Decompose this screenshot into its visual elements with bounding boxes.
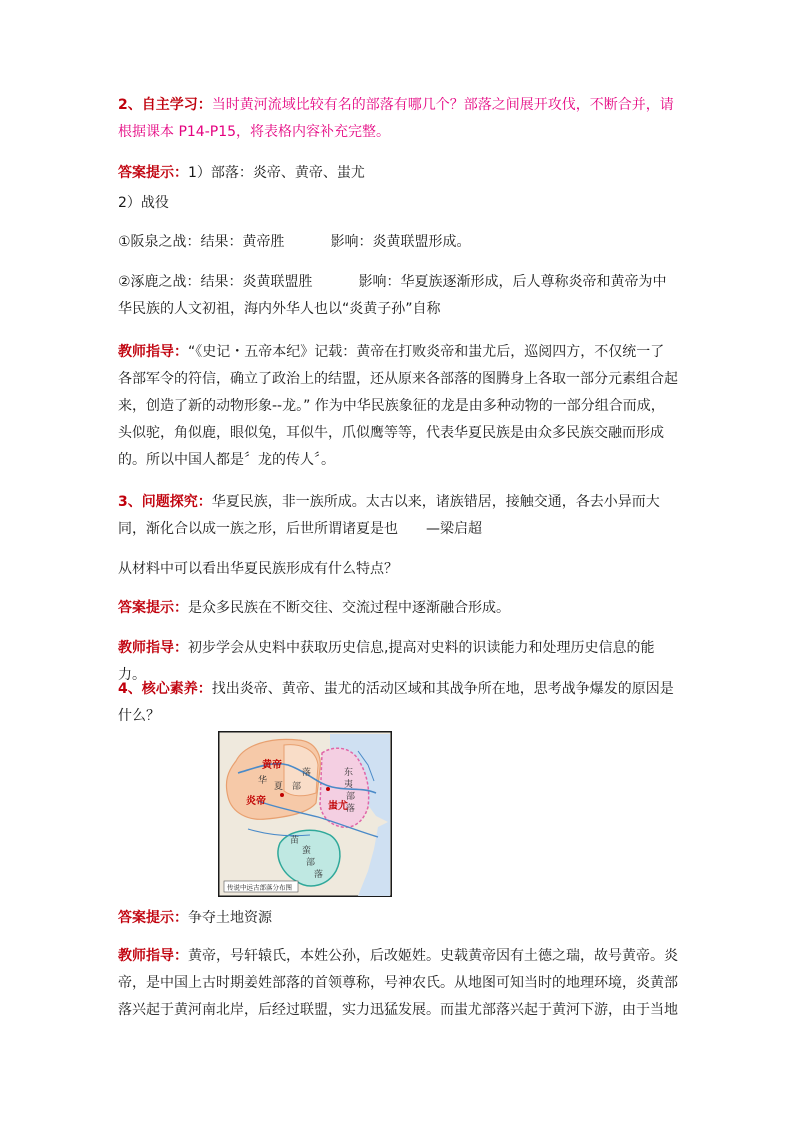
map-label-miaoman-bu: 部 xyxy=(306,857,316,867)
s2-answer-2: 2）战役 xyxy=(118,195,169,211)
s4-question xyxy=(118,676,678,730)
s3-quote-text: 华夏民族，非一族所成。太古以来，诸族错居，接触交通，各去小异而大同，渐化合以成一族之形，后世所谓诸夏是也 —梁启超 xyxy=(118,494,660,537)
s4-guide xyxy=(118,943,678,1024)
s2-answer-1-text: 1）部落：炎帝、黄帝、蚩尤 xyxy=(188,165,365,181)
map-label-chiyou: 蚩尤 xyxy=(328,801,348,812)
s2-battle-1 xyxy=(118,229,678,256)
s2-guide xyxy=(118,339,678,474)
s3-answer xyxy=(118,595,678,622)
map-label-man: 蛮 xyxy=(302,845,312,855)
s2-guide-label: 教师指导： xyxy=(118,344,188,360)
s2-question xyxy=(118,92,678,146)
s2-label: 2、自主学习： xyxy=(118,97,212,113)
s4-answer-label: 答案提示： xyxy=(118,910,188,926)
s4-answer-text: 争夺土地资源 xyxy=(188,910,272,926)
s2-answer-1 xyxy=(118,160,678,187)
map-label-xia: 夏 xyxy=(274,781,284,791)
s2-battle-2-impact: 影响：华夏族逐渐形成，后人尊称炎帝和黄帝为中华民族的人文初祖，海内外华人也以“炎黄子孙”自称 xyxy=(118,274,667,317)
s2-battle-2-result: ②涿鹿之战：结果：炎黄联盟胜 xyxy=(118,274,313,290)
s4-label: 4、核心素养： xyxy=(118,681,212,697)
s2-battle-1-result: ①阪泉之战：结果：黄帝胜 xyxy=(118,234,285,250)
map-label-dongyi-luo: 落 xyxy=(346,803,356,813)
s2-battle-2 xyxy=(118,269,678,323)
map-label-dong: 东 xyxy=(344,767,354,777)
map-label-yi: 夷 xyxy=(344,779,354,789)
s3-guide-label: 教师指导： xyxy=(118,640,188,656)
map-label-hua: 华 xyxy=(258,775,268,785)
s3-question: 从材料中可以看出华夏民族形成有什么特点？ xyxy=(118,561,398,577)
map-label-miaoman-luo: 落 xyxy=(314,869,324,879)
s4-guide-text: 黄帝，号轩辕氏，本姓公孙，后改姬姓。史载黄帝因有土德之瑞，故号黄帝。炎帝，是中国上古时期姜姓部落的首领尊称，号神农氏。从地图可知当时的地理环境，炎黄部落兴起于黄河南北岸，后经过联盟，实力迅猛发展。而蚩尤部落兴起于黄河下游，由于当地 xyxy=(118,948,678,1018)
map-label-bu: 部 xyxy=(292,781,302,791)
s2-battle-1-impact: 影响：炎黄联盟形成。 xyxy=(330,234,471,250)
map-label-yandi: 炎帝 xyxy=(246,796,266,807)
s2-guide-text: “《史记・五帝本纪》记载：黄帝在打败炎帝和蚩尤后，巡阅四方，不仅统一了各部军令的符信，确立了政治上的结盟，还从原来各部落的图腾身上各取一部分元素组合起来，创造了新的动物形象--龙。” 作为中华民族象征的龙是由多种动物的一部分组合而成，头似驼，角似鹿，眼似兔，耳似牛，爪似鹰等等，代表华夏民族是由众多民族交融而形成的。所以中国人都是〞龙的传人〞。 xyxy=(118,344,678,468)
map-label-luo: 落 xyxy=(302,767,312,777)
map-caption: 传说中远古部落分布图 xyxy=(227,884,292,892)
s2-question-text: 当时黄河流域比较有名的部落有哪几个？部落之间展开攻伐，不断合并，请根据课本 P14-P15，将表格内容补充完整。 xyxy=(118,97,674,140)
map-label-huangdi: 黄帝 xyxy=(262,760,282,771)
map-label-miao: 苗 xyxy=(290,835,300,845)
s3-label: 3、问题探究： xyxy=(118,494,212,510)
s2-answer-label: 答案提示： xyxy=(118,165,188,181)
s3-quote xyxy=(118,489,678,543)
map-label-dongyi-bu: 部 xyxy=(346,791,356,801)
s3-guide-text: 初步学会从史料中获取历史信息,提高对史料的识读能力和处理历史信息的能力。 xyxy=(118,640,655,683)
s4-question-text: 找出炎帝、黄帝、蚩尤的活动区域和其战争所在地，思考战争爆发的原因是什么？ xyxy=(118,681,674,724)
tribe-distribution-map xyxy=(218,731,392,897)
s3-answer-label: 答案提示： xyxy=(118,600,188,616)
s4-answer xyxy=(118,905,678,932)
map-svg xyxy=(218,731,392,897)
s4-guide-label: 教师指导： xyxy=(118,948,188,964)
s3-answer-text: 是众多民族在不断交往、交流过程中逐渐融合形成。 xyxy=(188,600,510,616)
